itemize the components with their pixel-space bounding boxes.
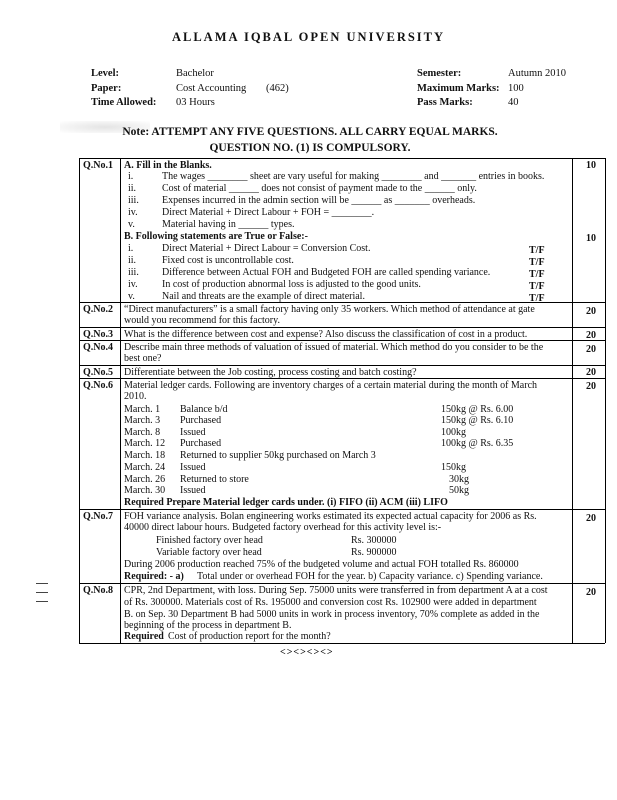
ledger-date: March. 3 — [124, 415, 161, 426]
item-numeral: iii. — [128, 195, 139, 206]
level-value: Bachelor — [176, 68, 214, 79]
item-text: Fixed cost is uncontrollable cost. — [162, 255, 294, 266]
question-number: Q.No.1 — [83, 160, 113, 171]
item-text: In cost of production abnormal loss is adjusted to the good units. — [162, 279, 421, 290]
ledger-description: Issued — [180, 462, 206, 473]
item-text: The wages ________ sheet are vary useful for making ________ and _______ entries in books. — [162, 171, 545, 182]
ledger-description: Purchased — [180, 438, 222, 449]
item-numeral: v. — [128, 219, 135, 230]
table-border-top — [79, 158, 605, 159]
level-label: Level: — [91, 68, 119, 79]
question-text: of Rs. 300000. Materials cost of Rs. 195000 and conversion cost Rs. 102900 were added in department — [124, 597, 537, 608]
ledger-date: March. 30 — [124, 485, 166, 496]
item-text: Expenses incurred in the admin section will be ______ as _______ overheads. — [162, 195, 476, 206]
ledger-date: March. 24 — [124, 462, 166, 473]
item-numeral: iv. — [128, 279, 138, 290]
paper-label: Paper: — [91, 83, 122, 94]
item-text: Direct Material + Direct Labour = Conversion Cost. — [162, 243, 371, 254]
question-number: Q.No.4 — [83, 342, 113, 353]
required-text: Required Prepare Material ledger cards under. (i) FIFO (ii) ACM (iii) LIFO — [124, 497, 448, 508]
question-text: beginning of the process in department B. — [124, 620, 292, 631]
question-marks: 10 — [586, 160, 596, 171]
paper-value: Cost Accounting — [176, 83, 247, 94]
ledger-date: March. 18 — [124, 450, 166, 461]
ledger-date: March. 8 — [124, 427, 161, 438]
item-numeral: i. — [128, 243, 134, 254]
question-marks: 20 — [586, 344, 596, 355]
column-divider — [572, 158, 573, 643]
true-false: T/F — [529, 269, 545, 280]
question-text: During 2006 production reached 75% of the budgeted volume and actual FOH totalled Rs. 860000 — [124, 559, 519, 570]
ledger-quantity: 100kg @ Rs. 6.35 — [441, 438, 514, 449]
required-label: Required — [124, 631, 164, 642]
ledger-description: Returned to store — [180, 474, 249, 485]
overhead-amount: Rs. 900000 — [351, 547, 397, 558]
ledger-quantity: 150kg — [441, 462, 466, 473]
ledger-quantity: 100kg — [441, 427, 466, 438]
row-divider — [79, 378, 605, 379]
row-divider — [79, 509, 605, 510]
max-marks-value: 100 — [508, 83, 524, 94]
question-number: Q.No.7 — [83, 511, 113, 522]
item-text: Nail and threats are the example of direct material. — [162, 291, 365, 302]
question-number: Q.No.8 — [83, 585, 113, 596]
true-false: T/F — [529, 257, 545, 268]
time-label: Time Allowed: — [91, 97, 157, 108]
question-text: Describe main three methods of valuation of issued of material. Which method do you consider to be the — [124, 342, 544, 353]
item-numeral: ii. — [128, 183, 137, 194]
required-label: Required: - a) — [124, 571, 184, 582]
item-numeral: ii. — [128, 255, 137, 266]
row-divider — [79, 302, 605, 303]
table-border-left — [79, 158, 80, 643]
section-b-title: B. Following statements are True or False:- — [124, 231, 308, 242]
item-text: Difference between Actual FOH and Budgeted FOH are called spending variance. — [162, 267, 491, 278]
margin-mark — [36, 583, 48, 584]
question-marks: 20 — [586, 513, 596, 524]
item-numeral: v. — [128, 291, 135, 302]
question-text: FOH variance analysis. Bolan engineering works estimated its expected actual capacity for 2006 as Rs. — [124, 511, 537, 522]
required-text: Total under or overhead FOH for the year. b) Capacity variance. c) Spending variance. — [197, 571, 543, 582]
row-divider — [79, 365, 605, 366]
university-title: ALLAMA IQBAL OPEN UNIVERSITY — [171, 30, 446, 44]
row-divider — [79, 583, 605, 584]
true-false: T/F — [529, 281, 545, 292]
question-number: Q.No.6 — [83, 380, 113, 391]
ledger-description: Issued — [180, 427, 206, 438]
question-marks: 20 — [586, 381, 596, 392]
margin-mark — [36, 592, 48, 593]
item-text: Cost of material ______ does not consist of payment made to the ______ only. — [162, 183, 477, 194]
question-text: 40000 direct labour hours. Budgeted factory overhead for this activity level is:- — [124, 522, 442, 533]
question-text: What is the difference between cost and expense? Also discuss the classification of cost in a product. — [124, 329, 528, 340]
question-text: CPR, 2nd Department, with loss. During Sep. 75000 units were transferred in from department A at a cost — [124, 585, 548, 596]
question-text: 2010. — [124, 391, 147, 402]
ledger-quantity: 150kg @ Rs. 6.10 — [441, 415, 514, 426]
question-marks: 20 — [586, 306, 596, 317]
item-numeral: iii. — [128, 267, 139, 278]
question-number: Q.No.5 — [83, 367, 113, 378]
question-text: would you recommend for this factory. — [124, 315, 280, 326]
item-text: Material having in ______ types. — [162, 219, 295, 230]
question-number: Q.No.3 — [83, 329, 113, 340]
compulsory-note: QUESTION NO. (1) IS COMPULSORY. — [209, 142, 411, 154]
row-divider — [79, 327, 605, 328]
question-text: Material ledger cards. Following are inventory charges of a certain material during the month of March — [124, 380, 538, 391]
item-numeral: iv. — [128, 207, 138, 218]
question-text: Differentiate between the Job costing, process costing and batch costing? — [124, 367, 417, 378]
section-a-title: A. Fill in the Blanks. — [124, 160, 212, 171]
semester-value: Autumn 2010 — [508, 68, 567, 79]
ledger-description: Purchased — [180, 415, 222, 426]
question-marks: 10 — [586, 233, 596, 244]
ledger-quantity: 150kg @ Rs. 6.00 — [441, 404, 514, 415]
overhead-item: Finished factory over head — [156, 535, 263, 546]
semester-label: Semester: — [417, 68, 462, 79]
column-divider — [120, 158, 121, 643]
paper-code: (462) — [266, 83, 289, 94]
question-number: Q.No.2 — [83, 304, 113, 315]
ledger-date: March. 1 — [124, 404, 161, 415]
row-divider — [79, 340, 605, 341]
ledger-description: Balance b/d — [180, 404, 228, 415]
table-border-right — [605, 158, 606, 643]
question-text: “Direct manufacturers” is a small factory having only 35 workers. Which method of attendance at gate — [124, 304, 535, 315]
ledger-date: March. 12 — [124, 438, 166, 449]
end-mark: <><><><> — [280, 647, 334, 658]
overhead-amount: Rs. 300000 — [351, 535, 397, 546]
question-marks: 20 — [586, 367, 596, 378]
ledger-description: Returned to supplier 50kg purchased on March 3 — [180, 450, 376, 461]
ledger-quantity: 30kg — [449, 474, 469, 485]
question-text: best one? — [124, 353, 162, 364]
max-marks-label: Maximum Marks: — [417, 83, 500, 94]
item-text: Direct Material + Direct Labour + FOH = ________. — [162, 207, 375, 218]
question-marks: 20 — [586, 330, 596, 341]
table-border-bottom — [79, 643, 605, 644]
ledger-quantity: 50kg — [449, 485, 469, 496]
margin-mark — [36, 601, 48, 602]
item-numeral: i. — [128, 171, 134, 182]
pass-marks-label: Pass Marks: — [417, 97, 473, 108]
time-value: 03 Hours — [176, 97, 215, 108]
true-false: T/F — [529, 293, 545, 304]
overhead-item: Variable factory over head — [156, 547, 262, 558]
pass-marks-value: 40 — [508, 97, 519, 108]
required-text: Cost of production report for the month? — [168, 631, 331, 642]
question-text: B. on Sep. 30 Department B had 5000 units in work in process inventory, 70% complete as added in the — [124, 609, 540, 620]
ledger-description: Issued — [180, 485, 206, 496]
instruction-note: Note: ATTEMPT ANY FIVE QUESTIONS. ALL CARRY EQUAL MARKS. — [122, 126, 498, 138]
ledger-date: March. 26 — [124, 474, 166, 485]
true-false: T/F — [529, 245, 545, 256]
question-marks: 20 — [586, 587, 596, 598]
